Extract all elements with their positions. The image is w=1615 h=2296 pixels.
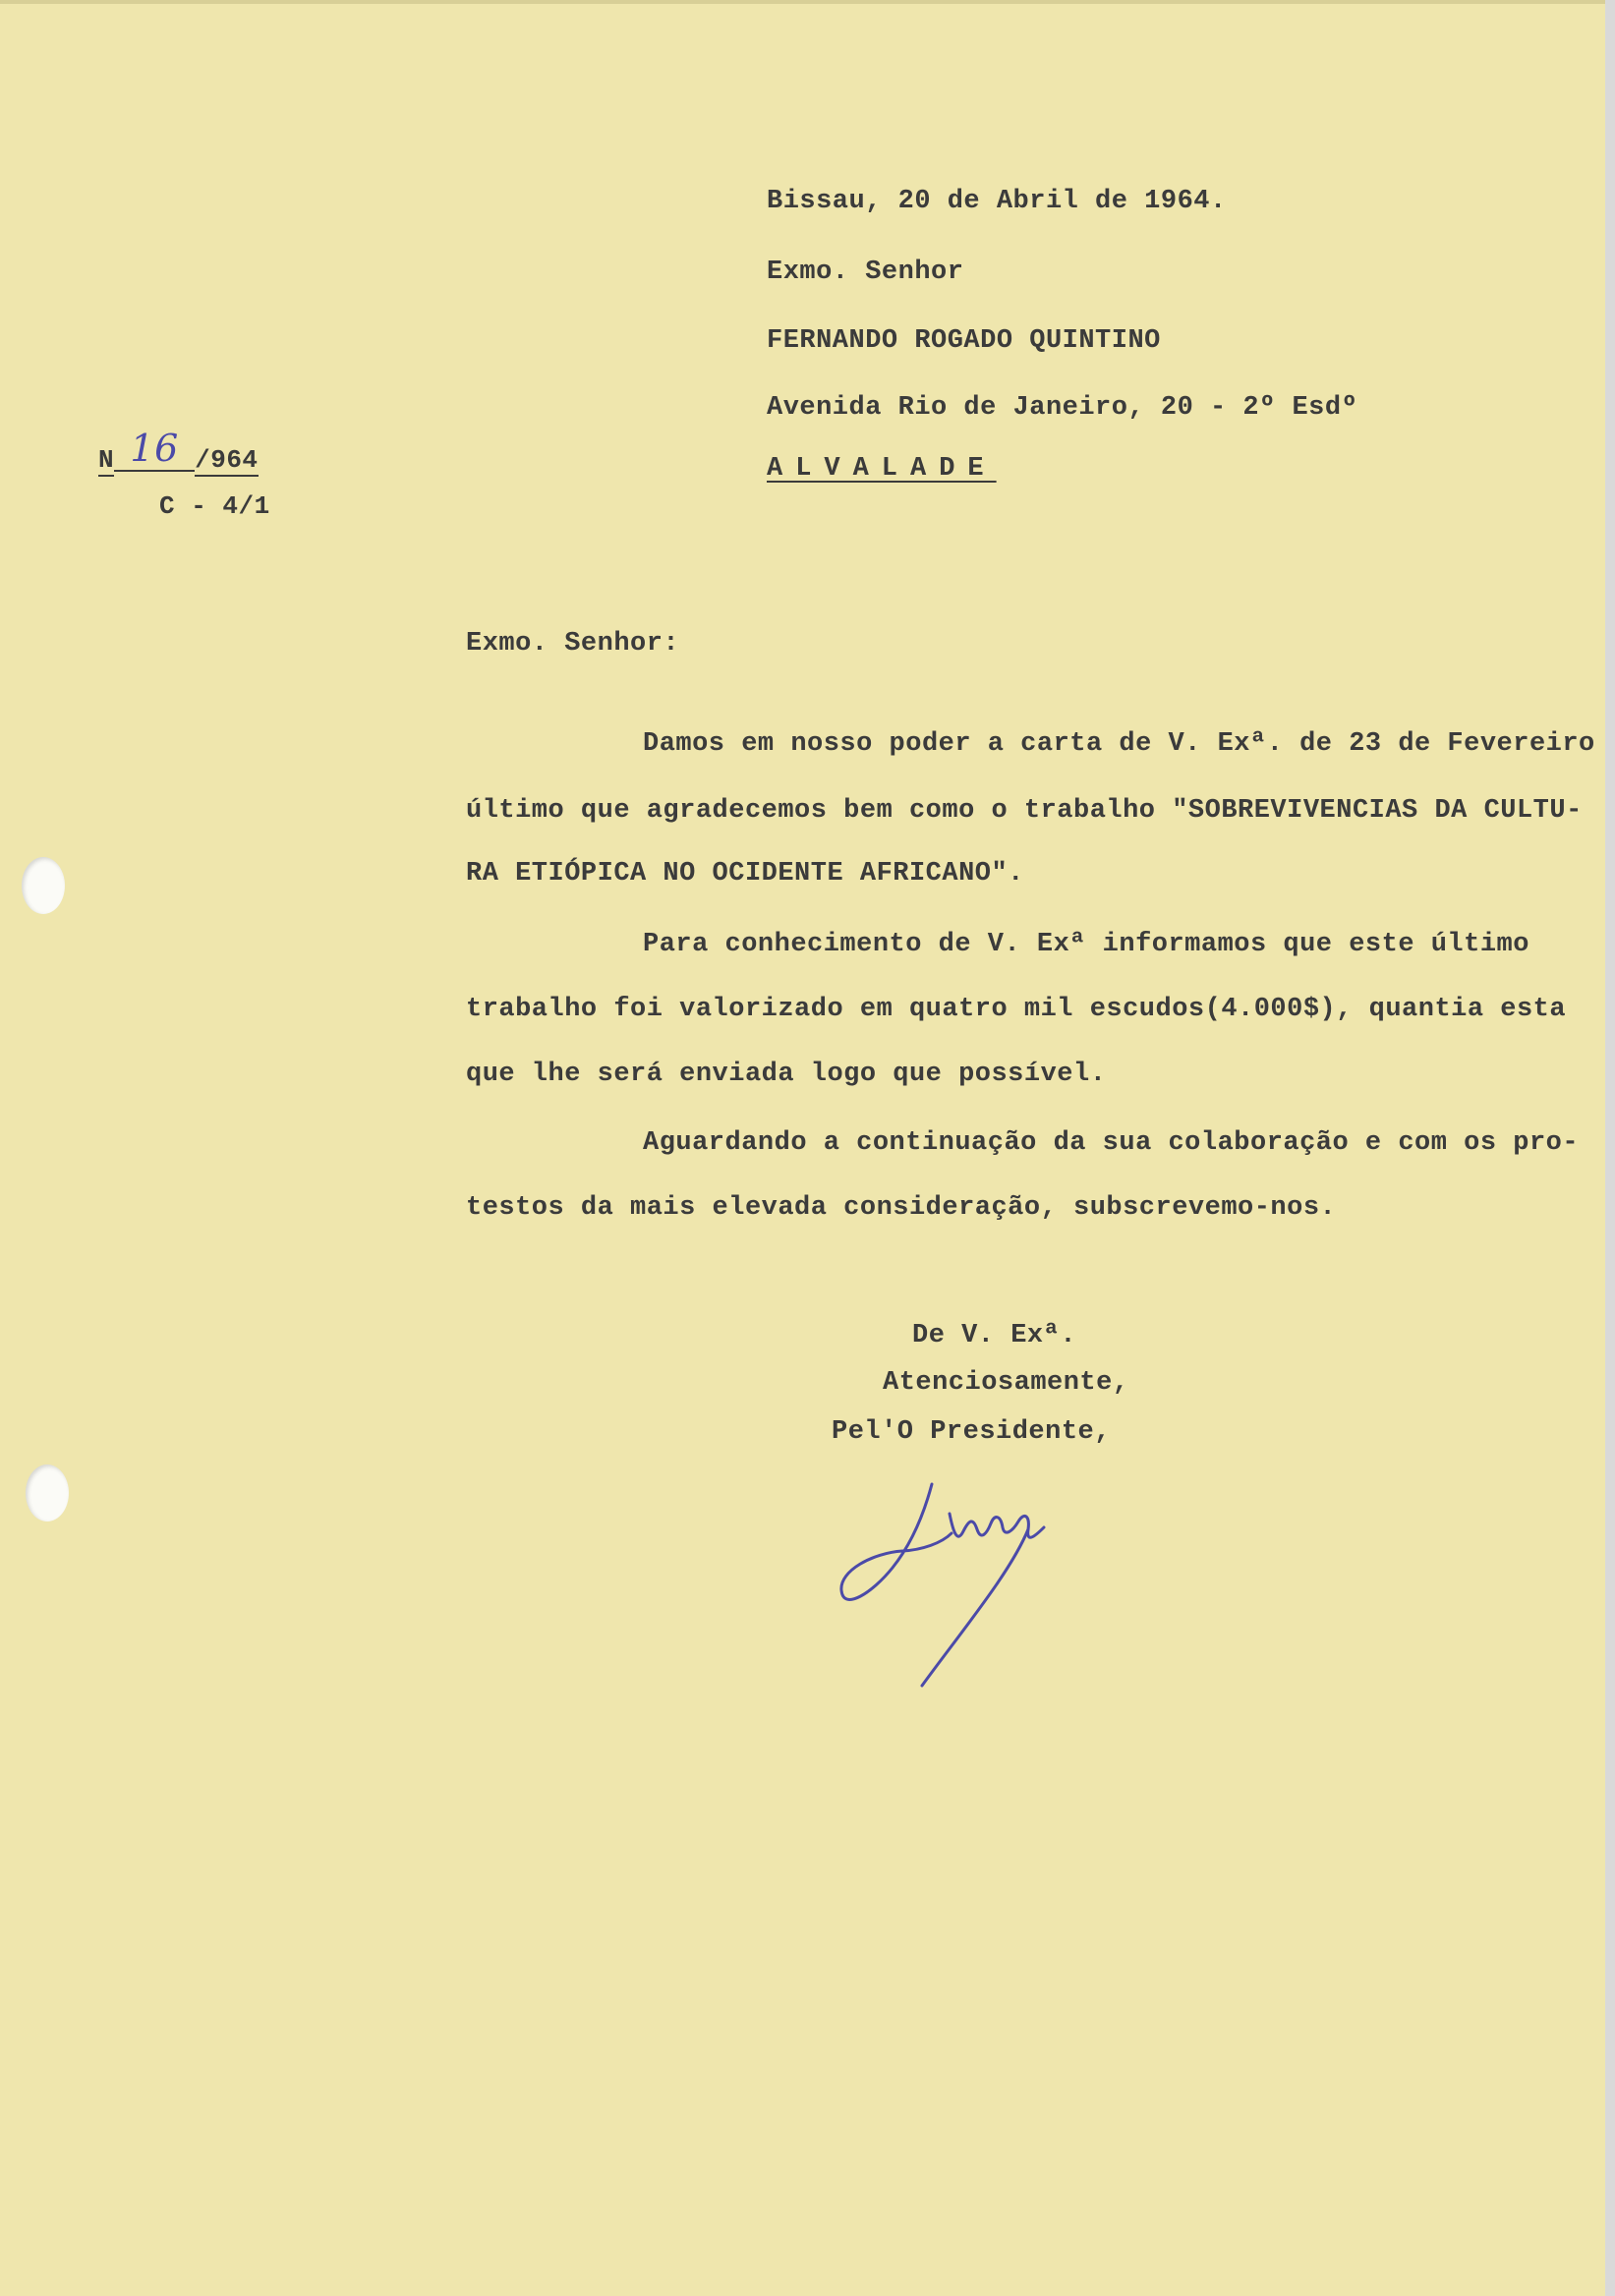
paragraph-1-line: RA ETIÓPICA NO OCIDENTE AFRICANO".	[466, 859, 1024, 889]
paragraph-3-line: Aguardando a continuação da sua colaboração e com os pro-	[643, 1128, 1580, 1158]
letter-date: Bissau, 20 de Abril de 1964.	[767, 187, 1227, 216]
letter-salutation: Exmo. Senhor:	[466, 629, 680, 659]
punch-hole-lower	[26, 1464, 69, 1521]
punch-hole-upper	[22, 857, 65, 914]
reference-number	[98, 427, 259, 478]
paragraph-2-line: Para conhecimento de V. Exª informamos que este último	[643, 930, 1529, 959]
paragraph-1-line: último que agradecemos bem como o trabalho "SOBREVIVENCIAS DA CULTU-	[466, 796, 1583, 826]
recipient-title: Exmo. Senhor	[767, 258, 964, 287]
reference-code: C - 4/1	[159, 491, 270, 521]
closing-line-1: De V. Exª.	[912, 1321, 1077, 1350]
reference-handwritten-number: 16	[114, 427, 195, 472]
paper-top-edge	[0, 0, 1615, 4]
recipient-name: FERNANDO ROGADO QUINTINO	[767, 326, 1161, 356]
reference-year: /964	[195, 445, 259, 475]
reference-prefix: N	[98, 445, 115, 475]
signature-icon	[834, 1474, 1089, 1700]
paragraph-2-line: que lhe será enviada logo que possível.	[466, 1060, 1107, 1089]
paper-right-edge	[1605, 0, 1615, 2296]
paragraph-3-line: testos da mais elevada consideração, subscrevemo-nos.	[466, 1193, 1337, 1223]
closing-line-3: Pel'O Presidente,	[832, 1417, 1111, 1447]
recipient-street: Avenida Rio de Janeiro, 20 - 2º Esdº	[767, 393, 1358, 423]
paragraph-1-line: Damos em nosso poder a carta de V. Exª. de 23 de Fevereiro	[643, 729, 1595, 759]
handwritten-signature	[834, 1474, 1089, 1700]
recipient-city: ALVALADE	[767, 454, 997, 484]
closing-line-2: Atenciosamente,	[883, 1368, 1129, 1398]
paragraph-2-line: trabalho foi valorizado em quatro mil escudos(4.000$), quantia esta	[466, 995, 1567, 1024]
